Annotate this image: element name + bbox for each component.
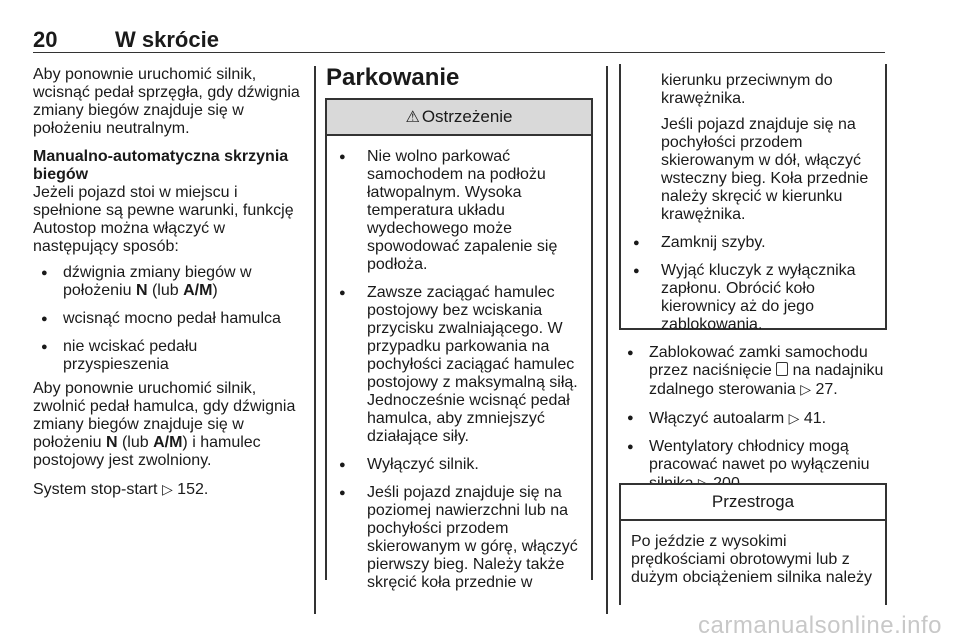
heading-parking: Parkowanie xyxy=(326,64,460,91)
list-item: ● Jeśli pojazd znajduje się na poziomej nawierzchni lub na pochyłości przodem skierowanym w górę, włączyć pierwszy bieg. Należy także skręcić koła przednie w xyxy=(337,484,581,592)
list-item: ● Wyjąć kluczyk z wyłącznika zapłonu. Obrócić koło kierownicy aż do jego zablokowania. xyxy=(631,262,875,334)
list-item: ● Wentylatory chłodnicy mogą pracować nawet po wyłączeniu xyxy=(619,438,889,493)
list-item: ● Wyłączyć silnik. xyxy=(337,456,581,474)
caution-body: Po jeździe z wysokimi prędkościami obrotowymi lub z dużym obciążeniem silnika należy xyxy=(631,533,872,586)
paragraph: Jeśli pojazd znajduje się na pochyłości przodem skierowanym w dół, włączyć wsteczny bieg. Koła przednie należy skręcić w kierunku krawężnika. xyxy=(661,116,869,223)
warning-list xyxy=(337,148,581,592)
caution-box xyxy=(619,483,887,605)
column-1 xyxy=(33,66,303,509)
lock-icon xyxy=(776,362,788,376)
list-item: ● nie wciskać pedału przyspieszenia xyxy=(33,338,303,374)
gear-am: A/M xyxy=(183,282,213,299)
paragraph-restart-brake: Aby ponownie uruchomić silnik, zwolnić pedał hamulca, gdy dźwignia zmiany biegów znajduje się w położeniu N (lub A/M) i hamulec postojowy jest zwolniony. xyxy=(33,380,296,469)
list-item: ● Zawsze zaciągać hamulec postojowy bez wciskania przycisku zwalniającego. W przypadku parkowania na pochyłości zaciągać hamulec postojowy z maksymalną siłą. Jednocześnie wcisnąć pedał hamulca, aby zmniejszyć działające siły. xyxy=(337,284,581,446)
warning-title: Ostrzeżenie xyxy=(421,107,513,126)
column-divider-2 xyxy=(606,66,608,614)
page-link[interactable]: 27. xyxy=(815,381,838,398)
page-number: 20 xyxy=(33,27,58,52)
list-item: ● wcisnąć mocno pedał hamulca xyxy=(33,310,303,328)
watermark: carmanualsonline.info xyxy=(698,612,942,639)
warning-body-continued xyxy=(621,64,885,334)
autostop-conditions-list xyxy=(33,264,303,374)
paragraph-autostop-conditions: Jeżeli pojazd stoi w miejscu i spełnione są pewne warunki, funkcję Autostop można włączyć w następujący sposób: xyxy=(33,184,294,255)
warning-list-continued xyxy=(631,234,875,334)
list-item: ● Zablokować zamki samochodu przez naciśnięcie na nadajniku zdalnego sterowania ▷ 27. xyxy=(619,344,889,399)
page-reference-icon: ▷ xyxy=(161,481,173,497)
caution-header xyxy=(621,485,885,521)
gear-n: N xyxy=(135,282,148,299)
list-item: ● Nie wolno parkować samochodem na podłożu łatwopalnym. Wysoka temperatura układu wydechowego może spowodować zapalenie się podłoża. xyxy=(337,148,581,274)
column-divider-1 xyxy=(314,66,316,614)
list-item: ● Włączyć autoalarm ▷ 41. xyxy=(619,409,889,428)
page-link[interactable]: 152. xyxy=(177,481,209,498)
page-reference-icon: ▷ xyxy=(788,410,800,426)
page-link[interactable]: 41. xyxy=(803,410,827,427)
list-item: ● Zamknij szyby. xyxy=(631,234,875,252)
page-header xyxy=(33,0,885,53)
column-3-list xyxy=(619,344,889,503)
warning-header xyxy=(327,100,591,136)
section-title: W skrócie xyxy=(115,27,219,52)
warning-box xyxy=(325,98,593,591)
caution-title: Przestroga xyxy=(711,492,795,511)
warning-box-continued xyxy=(619,64,887,333)
list-item: ● dźwignia zmiany biegów w położeniu N (lub A/M) xyxy=(33,264,303,300)
paragraph-stop-start-ref: System stop-start ▷ 152. xyxy=(33,481,209,498)
warning-icon: ⚠ xyxy=(405,109,420,126)
paragraph-restart-clutch: Aby ponownie uruchomić silnik, wcisnąć pedał sprzęgła, gdy dźwignia zmiany biegów znajduje się w położeniu neutralnym. xyxy=(33,66,300,137)
warning-body xyxy=(327,136,591,592)
subheading-manual-automatic: Manualno-automatyczna skrzynia biegów xyxy=(33,148,289,183)
paragraph: kierunku przeciwnym do krawężnika. xyxy=(661,72,833,107)
parking-steps-list xyxy=(619,344,889,493)
page-reference-icon: ▷ xyxy=(800,381,811,397)
